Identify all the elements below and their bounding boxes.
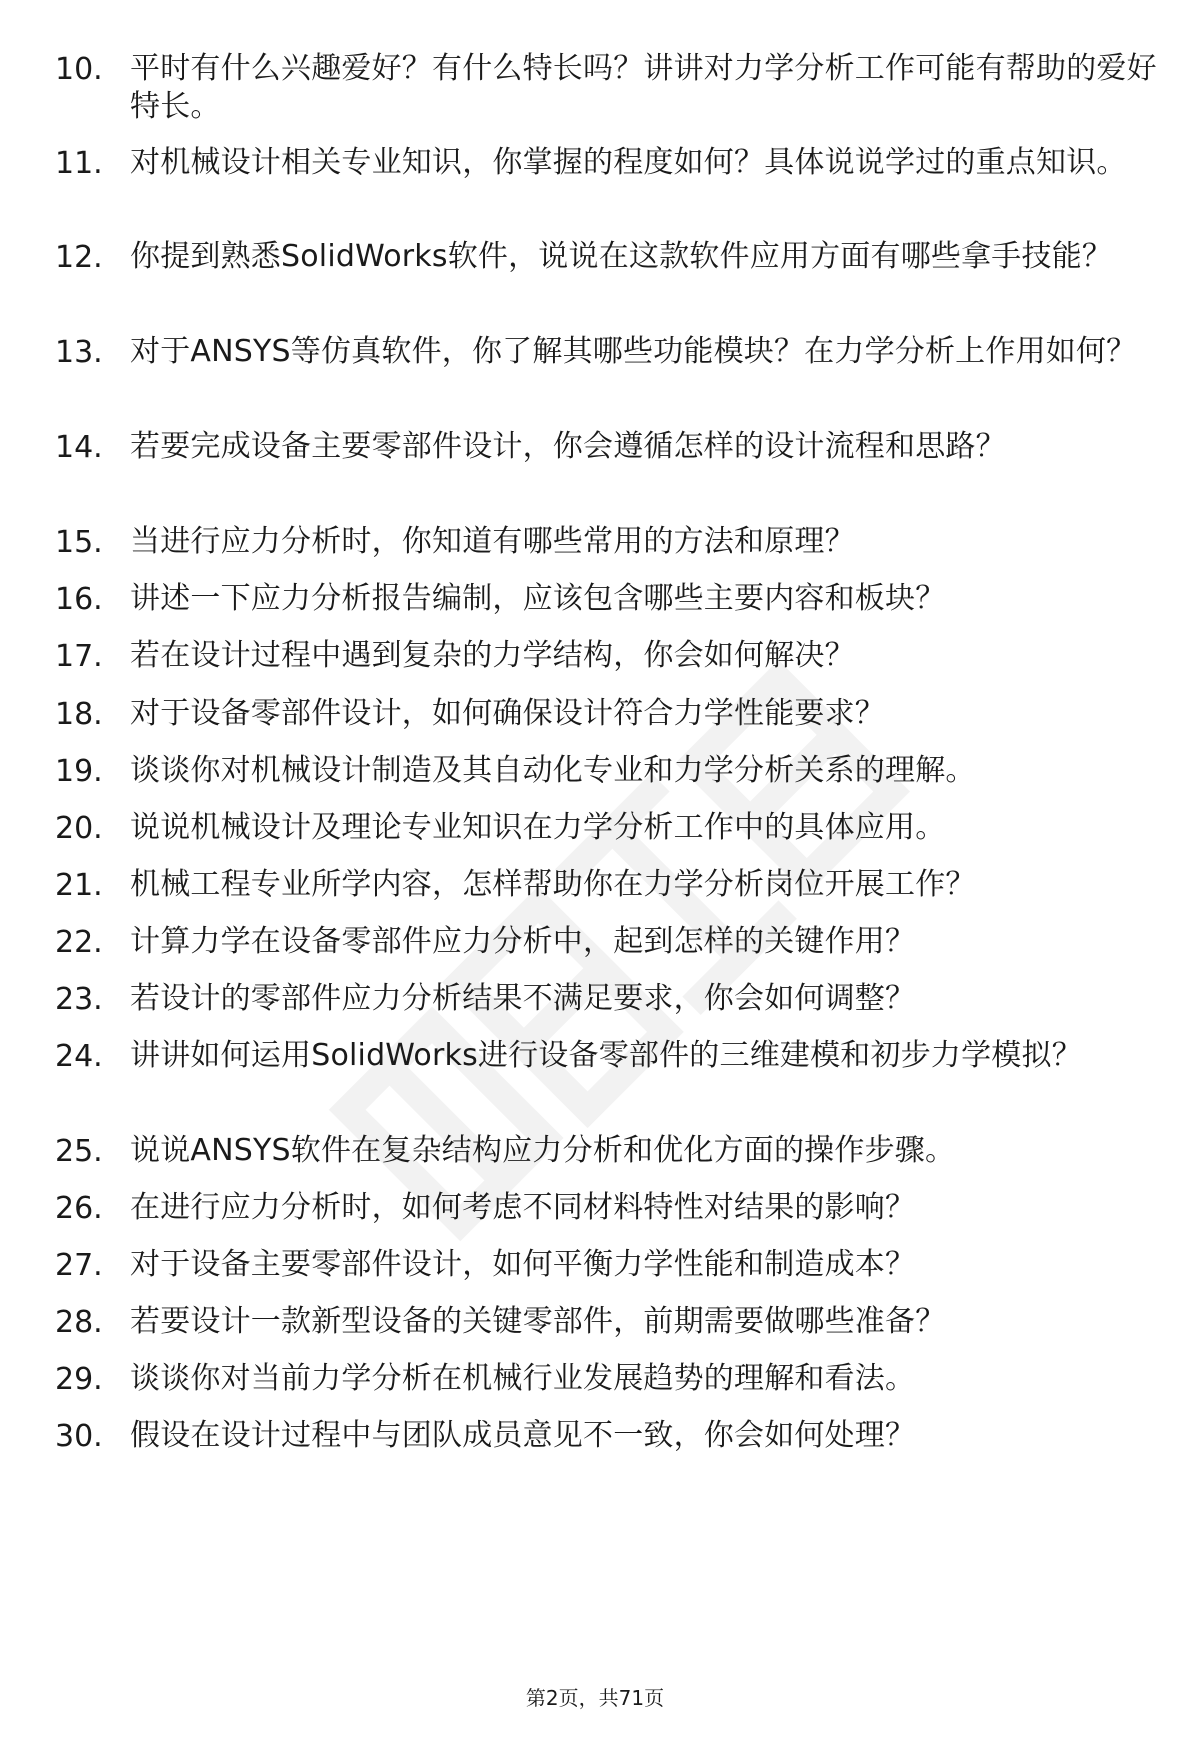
question-number: 23. [55,982,103,1017]
question-number: 28. [55,1305,103,1340]
question-text: 你提到熟悉SolidWorks软件，说说在这款软件应用方面有哪些拿手技能？ [130,239,1113,274]
question-text: 若要设计一款新型设备的关键零部件，前期需要做哪些准备？ [130,1304,946,1339]
question-number: 14. [55,430,103,465]
question-number: 22. [55,925,103,960]
question-number: 18. [55,697,103,732]
question-text: 在进行应力分析时，如何考虑不同材料特性对结果的影响？ [130,1190,916,1225]
question-number: 24. [55,1039,103,1074]
question-number: 29. [55,1362,103,1397]
question-text: 若设计的零部件应力分析结果不满足要求，你会如何调整？ [130,981,916,1016]
question-text: 说说机械设计及理论专业知识在力学分析工作中的具体应用。 [130,810,946,845]
question-text: 当进行应力分析时，你知道有哪些常用的方法和原理？ [130,524,855,559]
question-text: 谈谈你对机械设计制造及其自动化专业和力学分析关系的理解。 [130,753,976,788]
question-number: 19. [55,754,103,789]
question-number: 21. [55,868,103,903]
question-text: 机械工程专业所学内容，怎样帮助你在力学分析岗位开展工作？ [130,867,976,902]
question-number: 12. [55,240,103,275]
question-text: 说说ANSYS软件在复杂结构应力分析和优化方面的操作步骤。 [130,1133,956,1168]
question-text: 计算力学在设备零部件应力分析中，起到怎样的关键作用？ [130,924,916,959]
question-text: 讲述一下应力分析报告编制，应该包含哪些主要内容和板块？ [130,581,946,616]
question-number: 11. [55,146,103,181]
question-text: 若要完成设备主要零部件设计，你会遵循怎样的设计流程和思路？ [130,429,1006,464]
question-number: 15. [55,525,103,560]
question-text: 对于设备主要零部件设计，如何平衡力学性能和制造成本？ [130,1247,916,1282]
question-number: 17. [55,639,103,674]
question-text: 讲讲如何运用SolidWorks进行设备零部件的三维建模和初步力学模拟？ [130,1038,1082,1073]
question-text: 对机械设计相关专业知识，你掌握的程度如何？具体说说学过的重点知识。 [130,145,1127,180]
page-number: 第2页，共71页 [525,1686,665,1710]
question-text: 若在设计过程中遇到复杂的力学结构，你会如何解决？ [130,638,855,673]
question-number: 10. [55,52,103,87]
question-number: 25. [55,1134,103,1169]
question-text: 谈谈你对当前力学分析在机械行业发展趋势的理解和看法。 [130,1361,916,1396]
question-text: 对于设备零部件设计，如何确保设计符合力学性能要求？ [130,696,885,731]
question-number: 27. [55,1248,103,1283]
question-text: 对于ANSYS等仿真软件，你了解其哪些功能模块？在力学分析上作用如何？ [130,334,1137,369]
question-number: 13. [55,335,103,370]
question-number: 30. [55,1419,103,1454]
question-number: 16. [55,582,103,617]
question-number: 26. [55,1191,103,1226]
question-text: 假设在设计过程中与团队成员意见不一致，你会如何处理？ [130,1418,916,1453]
question-number: 20. [55,811,103,846]
question-text: 平时有什么兴趣爱好？有什么特长吗？讲讲对力学分析工作可能有帮助的爱好特长。 [130,51,1157,124]
